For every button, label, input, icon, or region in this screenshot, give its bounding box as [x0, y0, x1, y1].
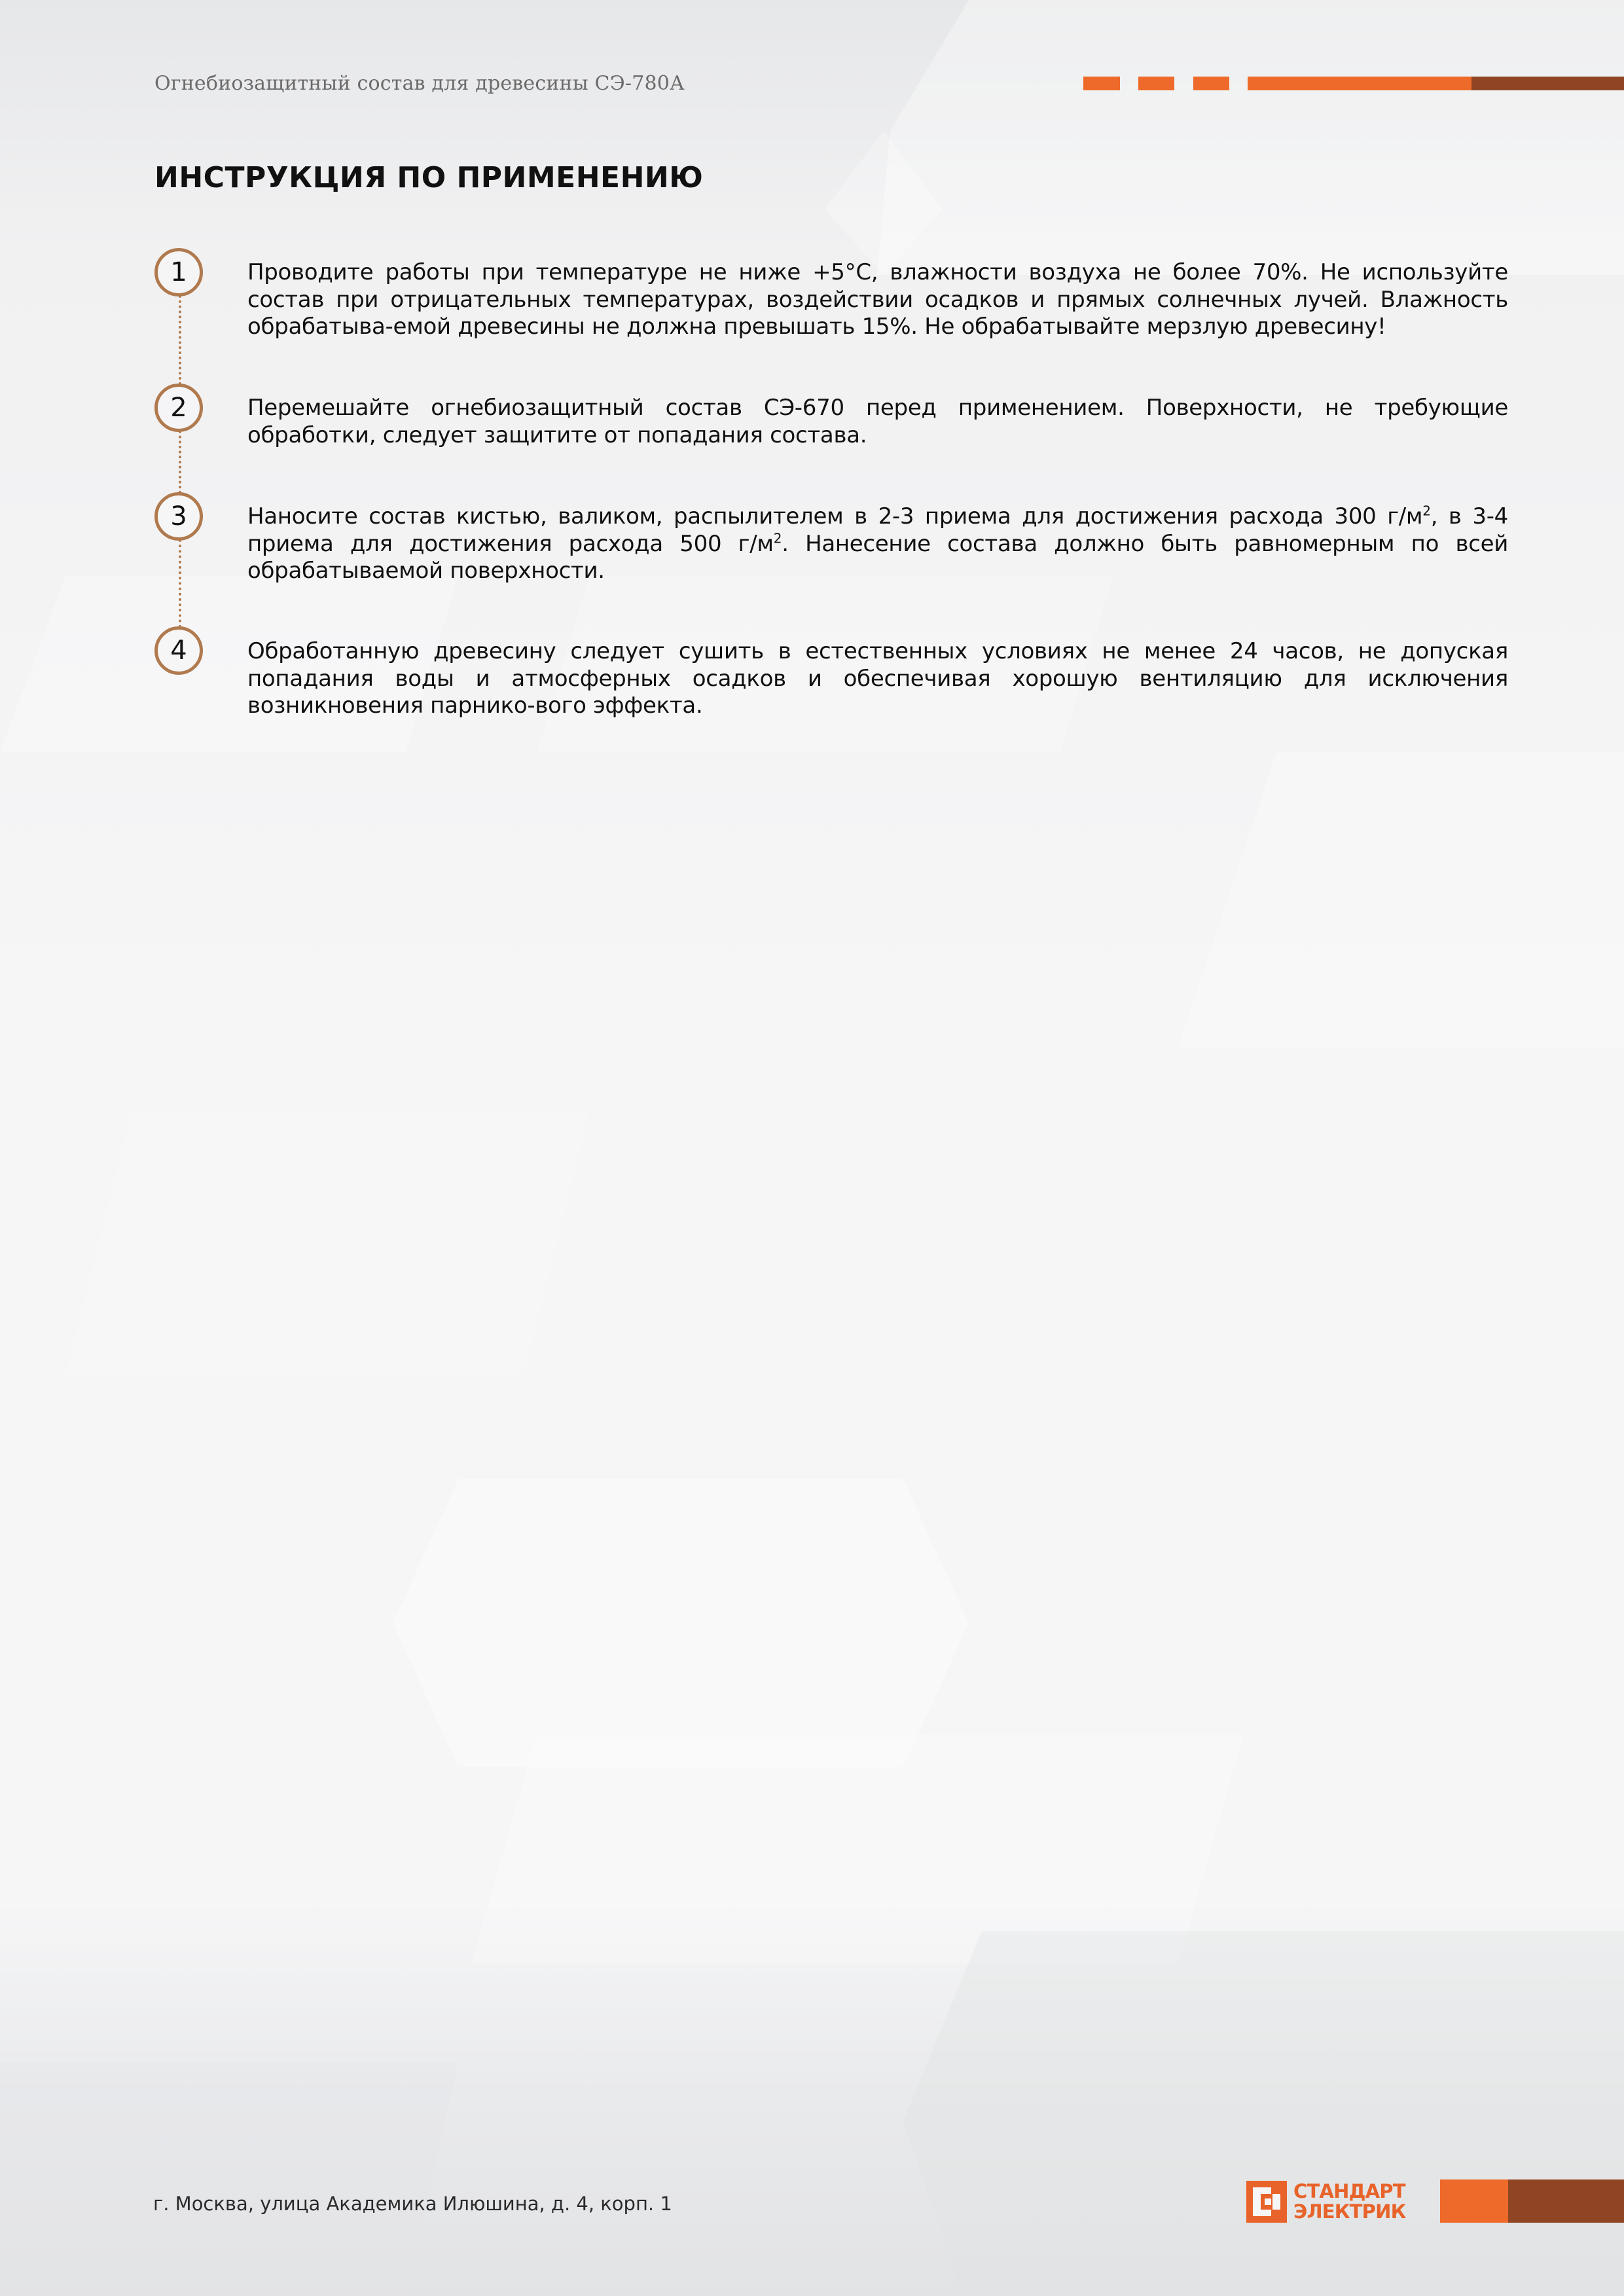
- superscript: 2: [773, 530, 782, 547]
- running-title: Огнебиозащитный состав для древесины СЭ-780А: [154, 72, 685, 95]
- step-connector: [179, 539, 181, 628]
- superscript: 2: [1422, 503, 1431, 519]
- step-number: 4: [170, 636, 187, 666]
- footer-accent-bar: [1440, 2179, 1508, 2223]
- step-number: 3: [170, 501, 187, 531]
- step-text: Перемешайте огнебиозащитный состав СЭ-670 перед применением. Поверхности, не требующие обработки, следует защитите от попадания состава.: [247, 395, 1508, 448]
- footer-address: г. Москва, улица Академика Илюшина, д. 4, корп. 1: [153, 2193, 672, 2215]
- step-number-circle: [154, 248, 203, 296]
- step-text: Обработанную древесину следует сушить в естественных условиях не менее 24 часов, не допуская попадания воды и атмосферных осадков и обеспечивая хорошую вентиляцию для исключения возникновения парнико-вого эффекта.: [247, 638, 1508, 719]
- step-text-part: Наносите состав кистью, валиком, распылителем в 2-3 приема для достижения расхода 300 г/м: [247, 503, 1423, 529]
- accent-bar-dark: [1471, 77, 1624, 90]
- logo-mark-icon: [1246, 2181, 1287, 2223]
- step-number-circle: [154, 492, 203, 541]
- accent-bar-segment: [1193, 77, 1229, 90]
- footer-accent-bar-dark: [1508, 2179, 1624, 2223]
- step-connector: [179, 295, 181, 385]
- step-number: 1: [170, 257, 187, 287]
- step-text: [247, 503, 1508, 585]
- step-number-circle: [154, 626, 203, 675]
- logo-text: [1293, 2181, 1406, 2222]
- accent-bar-segment: [1138, 77, 1174, 90]
- step-number: 2: [170, 393, 187, 423]
- header-accent-bars: [0, 0, 1624, 105]
- step-number-circle: [154, 384, 203, 432]
- accent-bar-segment: [1083, 77, 1120, 90]
- step-text-part: , в 3-4 приема для достижения расхода 500 г/м: [247, 503, 1508, 557]
- step-text-part: . Нанесение состава должно быть равномерным по всей обрабатываемой поверхности.: [247, 530, 1509, 584]
- section-title: ИНСТРУКЦИЯ ПО ПРИМЕНЕНИЮ: [154, 161, 704, 194]
- accent-bar-long: [1248, 77, 1471, 90]
- company-logo: [1246, 2179, 1406, 2224]
- step-text: Проводите работы при температуре не ниже +5°С, влажности воздуха не более 70%. Не используйте состав при отрицательных температурах, воздействии осадков и прямых солнечных лучей. Влажность обрабатыва-емой древесины не должна превышать 15%. Не обрабатывайте мерзлую древесину!: [247, 259, 1508, 340]
- logo-line: СТАНДАРТ: [1293, 2180, 1405, 2202]
- logo-line: ЭЛЕКТРИК: [1293, 2200, 1406, 2223]
- step-connector: [179, 431, 181, 493]
